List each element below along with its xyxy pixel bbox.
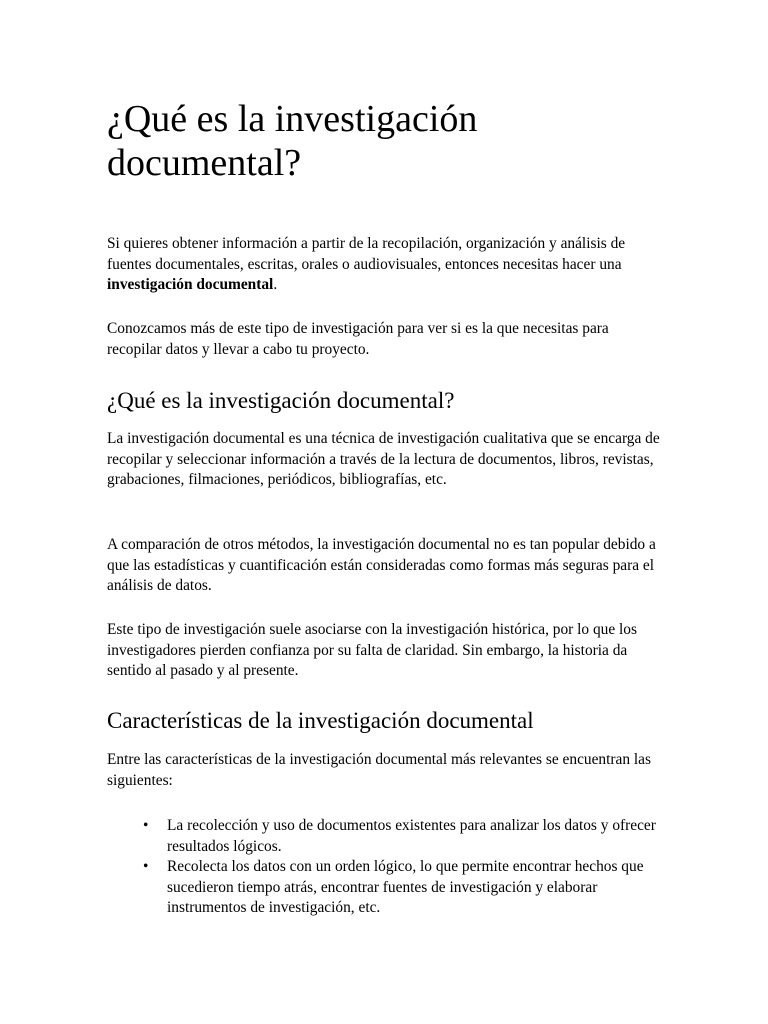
definition-paragraph-1: La investigación documental es una técnica de investigación cualitativa que se encarga de recopilar y seleccionar información a través de la lectura de documentos, libros, revistas, grabaciones, filmaciones, periódicos, bibliografías, etc. <box>107 430 660 488</box>
section-heading-definition: ¿Qué es la investigación documental? <box>107 388 455 413</box>
characteristics-intro: Entre las características de la investigación documental más relevantes se encuentran las siguientes: <box>107 751 651 789</box>
list-item-text: La recolección y uso de documentos existentes para analizar los datos y ofrecer resultados lógicos. <box>167 817 656 855</box>
paragraph-2: Conozcamos más de este tipo de investigación para ver si es la que necesitas para recopilar datos y llevar a cabo tu proyecto. <box>107 320 609 358</box>
intro-paragraph <box>107 234 667 296</box>
page-title: ¿Qué es la investigación documental? <box>107 98 478 184</box>
list-item <box>143 857 663 919</box>
definition-paragraph-3: Este tipo de investigación suele asociarse con la investigación histórica, por lo que los investigadores pierden confianza por su falta de claridad. Sin embargo, la historia da sentido al pasado y al presente. <box>107 621 637 679</box>
characteristics-list <box>143 816 663 919</box>
bullet-icon: • <box>143 858 149 875</box>
intro-text-end: . <box>273 276 278 293</box>
definition-paragraph-2: A comparación de otros métodos, la investigación documental no es tan popular debido a que las estadísticas y cuantificación están consideradas como formas más seguras para el análisis de datos. <box>107 536 656 594</box>
list-item <box>143 816 663 857</box>
section-heading-characteristics: Características de la investigación documental <box>107 708 534 733</box>
list-item-text: Recolecta los datos con un orden lógico, lo que permite encontrar hechos que sucedieron tiempo atrás, encontrar fuentes de investigación y elaborar instrumentos de investigación, etc. <box>167 858 644 916</box>
intro-text: Si quieres obtener información a partir de la recopilación, organización y análisis de fuentes documentales, escritas, orales o audiovisuales, entonces necesitas hacer una <box>107 235 626 273</box>
intro-bold-term: investigación documental <box>107 276 274 293</box>
bullet-icon: • <box>143 817 149 834</box>
